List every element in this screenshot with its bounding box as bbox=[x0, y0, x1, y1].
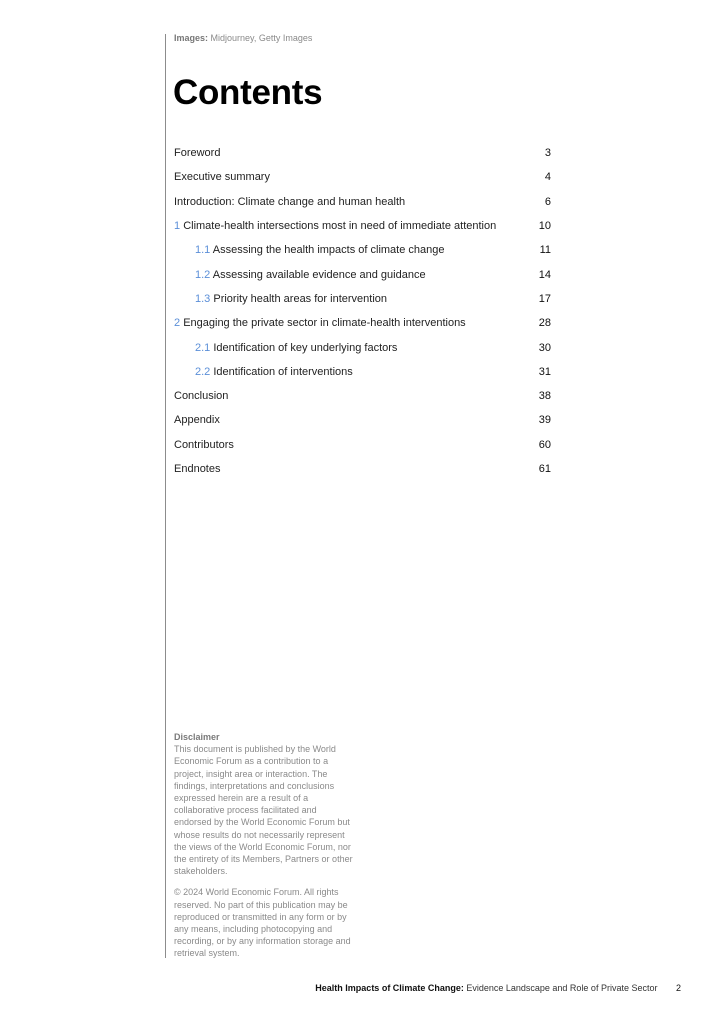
toc-item-executive-summary[interactable] bbox=[174, 165, 551, 189]
toc-item-section-1-2[interactable] bbox=[174, 262, 551, 286]
image-credits-label: Images: bbox=[174, 33, 209, 43]
toc-item-page: 28 bbox=[538, 317, 551, 330]
toc-item-page: 4 bbox=[544, 171, 551, 184]
toc-item-number: 1.3 bbox=[195, 292, 211, 305]
toc-item-label bbox=[174, 171, 270, 183]
toc-item-page: 30 bbox=[538, 341, 551, 354]
toc-item-label bbox=[174, 244, 445, 256]
toc-item-title: Conclusion bbox=[174, 390, 229, 403]
toc-item-page: 60 bbox=[538, 438, 551, 451]
toc-item-contributors[interactable] bbox=[174, 433, 551, 457]
toc-item-label bbox=[174, 147, 220, 159]
margin-rule bbox=[165, 34, 166, 958]
disclaimer-body: This document is published by the World Economic Forum as a contribution to a project, insight area or interaction. The findings, interpretations and conclusions expressed herein are a result of a collaborative process facilitated and endorsed by the World Economic Forum but whose results do not necessarily represent the views of the World Economic Forum, nor the entirety of its Members, Partners or other stakeholders. bbox=[174, 744, 353, 877]
toc-item-title: Appendix bbox=[174, 414, 220, 427]
toc-item-title: Identification of key underlying factors bbox=[213, 341, 398, 354]
copyright-notice: © 2024 World Economic Forum. All rights reserved. No part of this publication may be reproduced or transmitted in any form or by any means, including photocopying and recording, or by any information storage and retrieval system. bbox=[174, 887, 351, 959]
toc-item-number: 2.2 bbox=[195, 365, 211, 378]
toc-item-number: 1.2 bbox=[195, 268, 211, 281]
toc-item-section-1-3[interactable] bbox=[174, 287, 551, 311]
toc-item-label bbox=[174, 269, 426, 281]
toc-item-label bbox=[174, 220, 496, 232]
toc-item-label bbox=[174, 196, 405, 208]
toc-item-title: Assessing available evidence and guidance bbox=[212, 268, 426, 281]
toc-item-section-2-2[interactable] bbox=[174, 360, 551, 384]
toc-item-title: Endnotes bbox=[174, 463, 221, 475]
footer-title-rest: Evidence Landscape and Role of Private Sector bbox=[466, 983, 658, 993]
toc-item-page: 14 bbox=[538, 268, 551, 281]
toc-item-title: Engaging the private sector in climate-health interventions bbox=[183, 317, 466, 330]
toc-item-section-1[interactable] bbox=[174, 214, 551, 238]
toc-item-title: Foreword bbox=[174, 147, 221, 160]
toc-item-foreword[interactable] bbox=[174, 141, 551, 165]
toc-item-label bbox=[174, 366, 353, 378]
image-credits bbox=[174, 33, 312, 43]
toc-item-title: Contributors bbox=[174, 438, 234, 451]
toc-item-page: 11 bbox=[539, 244, 551, 257]
toc-item-label bbox=[174, 414, 220, 426]
image-credits-text: Midjourney, Getty Images bbox=[210, 33, 313, 43]
toc-item-number: 2.1 bbox=[195, 341, 211, 354]
toc-item-label bbox=[174, 439, 234, 451]
toc-item-label bbox=[174, 342, 397, 354]
toc-item-page: 17 bbox=[538, 292, 551, 305]
page-footer bbox=[315, 983, 681, 993]
toc-item-title: Assessing the health impacts of climate change bbox=[212, 244, 445, 257]
toc-item-number: 1.1 bbox=[195, 244, 211, 257]
toc-item-number: 2 bbox=[174, 317, 181, 330]
toc-item-page: 3 bbox=[544, 147, 551, 160]
toc-item-introduction[interactable] bbox=[174, 190, 551, 214]
toc-item-title: Identification of interventions bbox=[213, 365, 353, 378]
toc-item-label bbox=[174, 390, 228, 402]
toc-item-number: 1 bbox=[174, 220, 181, 233]
toc-item-label bbox=[174, 317, 466, 329]
toc-item-label bbox=[174, 293, 387, 305]
toc-item-section-1-1[interactable] bbox=[174, 238, 551, 262]
toc-item-label bbox=[174, 463, 220, 475]
disclaimer-heading: Disclaimer bbox=[174, 732, 220, 742]
toc-item-title: Executive summary bbox=[174, 171, 270, 184]
toc-item-title: Priority health areas for intervention bbox=[213, 292, 388, 305]
toc-item-page: 31 bbox=[538, 365, 551, 378]
table-of-contents bbox=[174, 141, 551, 481]
toc-item-conclusion[interactable] bbox=[174, 384, 551, 408]
page-title: Contents bbox=[173, 73, 323, 112]
toc-item-page: 61 bbox=[538, 463, 551, 475]
toc-item-section-2-1[interactable] bbox=[174, 335, 551, 359]
toc-item-appendix[interactable] bbox=[174, 408, 551, 432]
toc-item-title: Climate-health intersections most in need of immediate attention bbox=[183, 220, 497, 233]
disclaimer bbox=[174, 731, 354, 960]
toc-item-page: 38 bbox=[538, 390, 551, 403]
toc-item-page: 39 bbox=[538, 414, 551, 427]
toc-item-endnotes[interactable] bbox=[174, 457, 551, 481]
footer-title-bold: Health Impacts of Climate Change: bbox=[315, 983, 464, 993]
footer-page-number: 2 bbox=[675, 983, 681, 993]
toc-item-page: 10 bbox=[538, 220, 551, 233]
toc-item-section-2[interactable] bbox=[174, 311, 551, 335]
toc-item-title: Introduction: Climate change and human health bbox=[174, 195, 406, 208]
toc-item-page: 6 bbox=[544, 195, 551, 208]
